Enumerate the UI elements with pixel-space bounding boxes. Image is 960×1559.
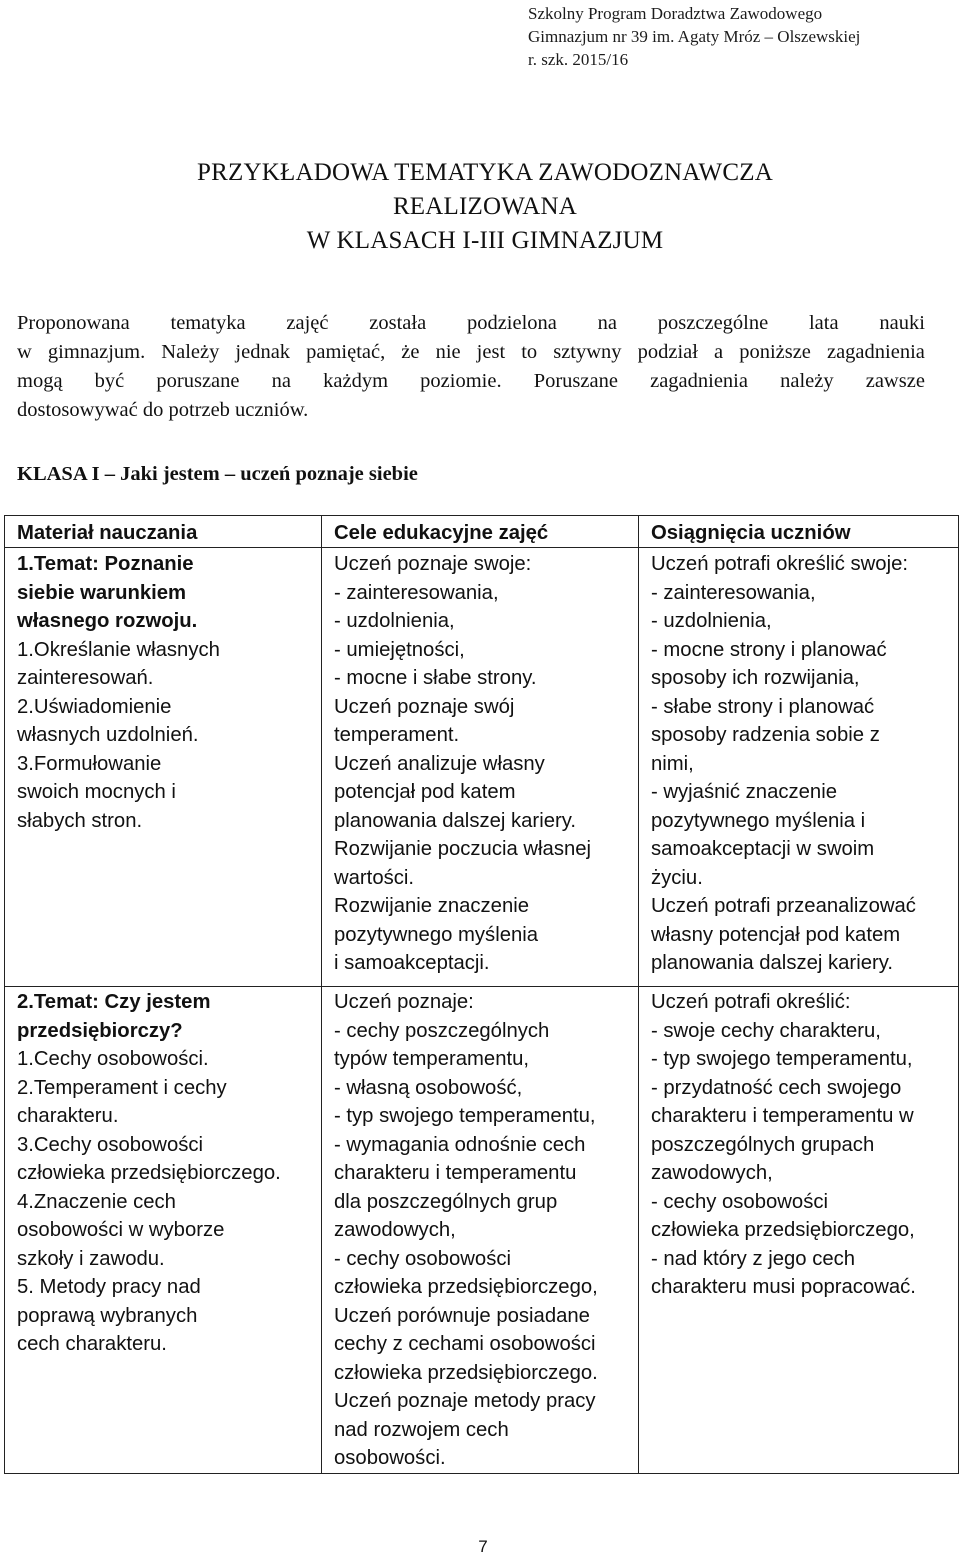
topic-title-line: własnego rozwoju.: [17, 610, 198, 632]
goal-line: - uzdolnienia,: [334, 610, 455, 632]
achievement-line: Uczeń potrafi określić swoje:: [651, 553, 908, 575]
goal-line: Uczeń poznaje swoje:: [334, 553, 532, 575]
column-header-achievements: Osiągnięcia uczniów: [639, 516, 959, 548]
goal-line: pozytywnego myślenia: [334, 923, 539, 946]
intro-word: nauki: [879, 312, 925, 334]
goal-line: typów temperamentu,: [334, 1048, 530, 1070]
achievement-line: charakteru musi popracować.: [651, 1276, 916, 1298]
goal-line: - wymagania odnośnie cech: [334, 1133, 586, 1156]
intro-word: poziomie.: [420, 370, 502, 392]
intro-word: tematyka: [170, 312, 246, 334]
topic-item-line: człowieka przedsiębiorczego.: [17, 1162, 281, 1184]
intro-word: nie: [435, 341, 461, 363]
page-number: 7: [478, 1537, 488, 1556]
goal-line: Uczeń poznaje swój: [334, 695, 515, 718]
cell-material: [5, 987, 322, 1474]
achievement-line: samoakceptacji w swoim: [651, 838, 875, 860]
achievement-line: - mocne strony i planować: [651, 638, 887, 661]
goal-line: Rozwijanie poczucia własnej: [334, 838, 592, 860]
title-line-1: PRZYKŁADOWA TEMATYKA ZAWODOZNAWCZA: [197, 159, 773, 186]
intro-word: na: [271, 370, 291, 392]
topic-title-line: siebie warunkiem: [17, 581, 187, 604]
achievement-line: - swoje cechy charakteru,: [651, 1019, 881, 1042]
topic-title-line: 1.Temat: Poznanie: [17, 553, 194, 575]
goal-line: nad rozwojem cech: [334, 1418, 509, 1441]
goal-line: planowania dalszej kariery.: [334, 809, 576, 832]
table-row: [5, 987, 959, 1474]
goal-line: cechy z cechami osobowości: [334, 1333, 596, 1355]
intro-word: Poruszane: [533, 370, 618, 392]
intro-word: należy: [780, 370, 834, 392]
goal-line: charakteru i temperamentu: [334, 1162, 577, 1184]
intro-word: zagadnienia: [826, 341, 925, 363]
topic-item-line: 4.Znaczenie cech: [17, 1190, 176, 1213]
intro-paragraph: [17, 309, 925, 425]
topic-item-line: 2.Uświadomienie: [17, 695, 172, 718]
goal-line: - mocne i słabe strony.: [334, 667, 537, 689]
goal-line: wartości.: [334, 866, 415, 889]
topic-item-line: 3.Cechy osobowości: [17, 1133, 204, 1156]
goal-line: - zainteresowania,: [334, 581, 499, 604]
achievement-line: nimi,: [651, 752, 694, 775]
document-header: [528, 2, 948, 71]
achievement-line: sposoby radzenia sobie z: [651, 724, 880, 746]
title-line-3: W KLASACH I-III GIMNAZJUM: [306, 227, 664, 254]
intro-word: a: [714, 341, 724, 363]
achievement-line: - nad który z jego cech: [651, 1247, 856, 1270]
topic-item-line: słabych stron.: [17, 809, 143, 832]
goal-line: Uczeń analizuje własny: [334, 752, 545, 775]
topic-item-line: 1.Cechy osobowości.: [17, 1048, 209, 1070]
intro-word: na: [597, 312, 618, 334]
cell-achievements: [639, 548, 959, 987]
goal-line: zawodowych,: [334, 1219, 456, 1241]
goal-line: osobowości.: [334, 1447, 446, 1469]
curriculum-table: [4, 515, 959, 1474]
achievement-line: - wyjaśnić znaczenie: [651, 781, 837, 803]
topic-item-line: osobowości w wyborze: [17, 1219, 225, 1241]
topic-title-line: 2.Temat: Czy jestem: [17, 991, 211, 1013]
intro-word: pamiętać,: [306, 341, 386, 363]
topic-item-line: 3.Formułowanie: [17, 752, 162, 775]
achievement-line: życiu.: [651, 866, 703, 889]
goal-line: - własną osobowość,: [334, 1076, 523, 1099]
topic-item-line: zainteresowań.: [17, 667, 154, 689]
intro-word: lata: [808, 312, 839, 334]
header-program-name: Szkolny Program Doradztwa Zawodowego: [528, 4, 823, 23]
topic-item-line: charakteru.: [17, 1105, 119, 1127]
intro-word: Należy: [161, 341, 220, 363]
intro-word: poniższe: [739, 341, 811, 363]
goal-line: dla poszczególnych grup: [334, 1190, 558, 1213]
cell-goals: [322, 987, 639, 1474]
achievement-line: - cechy osobowości: [651, 1190, 828, 1213]
intro-word: jednak: [235, 341, 291, 363]
goal-line: Uczeń poznaje:: [334, 991, 474, 1013]
table-row: [5, 548, 959, 987]
intro-word: mogą: [17, 370, 63, 392]
intro-line-2: [17, 338, 925, 367]
intro-line-1: [17, 309, 925, 338]
document-title: [0, 156, 960, 258]
intro-word: została: [369, 312, 427, 334]
goal-line: człowieka przedsiębiorczego,: [334, 1276, 598, 1298]
intro-word: poszczególne: [657, 312, 769, 334]
achievement-line: człowieka przedsiębiorczego,: [651, 1219, 915, 1241]
intro-line-3: [17, 367, 925, 396]
title-line-2: REALIZOWANA: [392, 193, 578, 220]
achievement-line: poszczególnych grupach: [651, 1133, 875, 1156]
goal-line: Uczeń poznaje metody pracy: [334, 1390, 596, 1412]
topic-item-line: 5. Metody pracy nad: [17, 1276, 201, 1298]
topic-item-line: szkoły i zawodu.: [17, 1247, 165, 1270]
intro-word: że: [401, 341, 420, 363]
topic-item-line: własnych uzdolnień.: [17, 724, 199, 746]
goal-line: - cechy osobowości: [334, 1247, 511, 1270]
topic-item-line: 2.Temperament i cechy: [17, 1076, 227, 1099]
intro-word: gimnazjum.: [47, 341, 146, 363]
achievement-line: Uczeń potrafi określić:: [651, 991, 851, 1013]
cell-material: [5, 548, 322, 987]
header-school-name: Gimnazjum nr 39 im. Agaty Mróz – Olszewskiej: [528, 27, 861, 46]
achievement-line: zawodowych,: [651, 1162, 773, 1184]
achievement-line: pozytywnego myślenia i: [651, 809, 866, 832]
achievement-line: sposoby ich rozwijania,: [651, 667, 860, 689]
intro-line-4: dostosowywać do potrzeb uczniów.: [17, 399, 309, 421]
column-header-goals: Cele edukacyjne zajęć: [322, 516, 639, 548]
column-header-material: Materiał nauczania: [5, 516, 322, 548]
intro-word: jest: [476, 341, 506, 363]
intro-word: Proponowana: [17, 312, 130, 334]
achievement-line: - słabe strony i planować: [651, 695, 875, 718]
topic-title-line: przedsiębiorczy?: [17, 1019, 183, 1042]
intro-word: zagadnienia: [650, 370, 748, 392]
intro-word: w: [17, 341, 32, 363]
achievement-line: - przydatność cech swojego: [651, 1076, 902, 1099]
intro-word: podzielona: [466, 312, 557, 334]
achievement-line: Uczeń potrafi przeanalizować: [651, 895, 916, 917]
goal-line: Uczeń porównuje posiadane: [334, 1304, 590, 1327]
intro-word: poruszane: [156, 370, 240, 392]
topic-item-line: poprawą wybranych: [17, 1304, 198, 1327]
topic-item-line: 1.Określanie własnych: [17, 638, 220, 661]
intro-word: zajęć: [286, 312, 329, 334]
section-heading: KLASA I – Jaki jestem – uczeń poznaje siebie: [17, 463, 418, 485]
goal-line: potencjał pod katem: [334, 781, 516, 803]
topic-item-line: swoich mocnych i: [17, 781, 176, 803]
goal-line: - umiejętności,: [334, 638, 465, 661]
goal-line: człowieka przedsiębiorczego.: [334, 1361, 598, 1384]
intro-word: sztywny: [553, 341, 622, 363]
cell-achievements: [639, 987, 959, 1474]
goal-line: i samoakceptacji.: [334, 952, 490, 974]
goal-line: temperament.: [334, 724, 460, 746]
achievement-line: - typ swojego temperamentu,: [651, 1048, 913, 1070]
achievement-line: planowania dalszej kariery.: [651, 952, 893, 974]
intro-word: każdym: [323, 370, 389, 392]
intro-word: być: [94, 370, 125, 392]
goal-line: Rozwijanie znaczenie: [334, 895, 530, 917]
topic-item-line: cech charakteru.: [17, 1333, 167, 1355]
intro-word: podział: [637, 341, 698, 363]
achievement-line: - uzdolnienia,: [651, 610, 772, 632]
achievement-line: własny potencjał pod katem: [651, 923, 901, 946]
goal-line: - cechy poszczególnych: [334, 1019, 550, 1042]
intro-word: zawsze: [865, 370, 925, 392]
intro-word: to: [521, 341, 538, 363]
cell-goals: [322, 548, 639, 987]
achievement-line: charakteru i temperamentu w: [651, 1105, 914, 1127]
table-header-row: [5, 516, 959, 548]
achievement-line: - zainteresowania,: [651, 581, 816, 604]
header-school-year: r. szk. 2015/16: [528, 50, 629, 69]
goal-line: - typ swojego temperamentu,: [334, 1105, 596, 1127]
